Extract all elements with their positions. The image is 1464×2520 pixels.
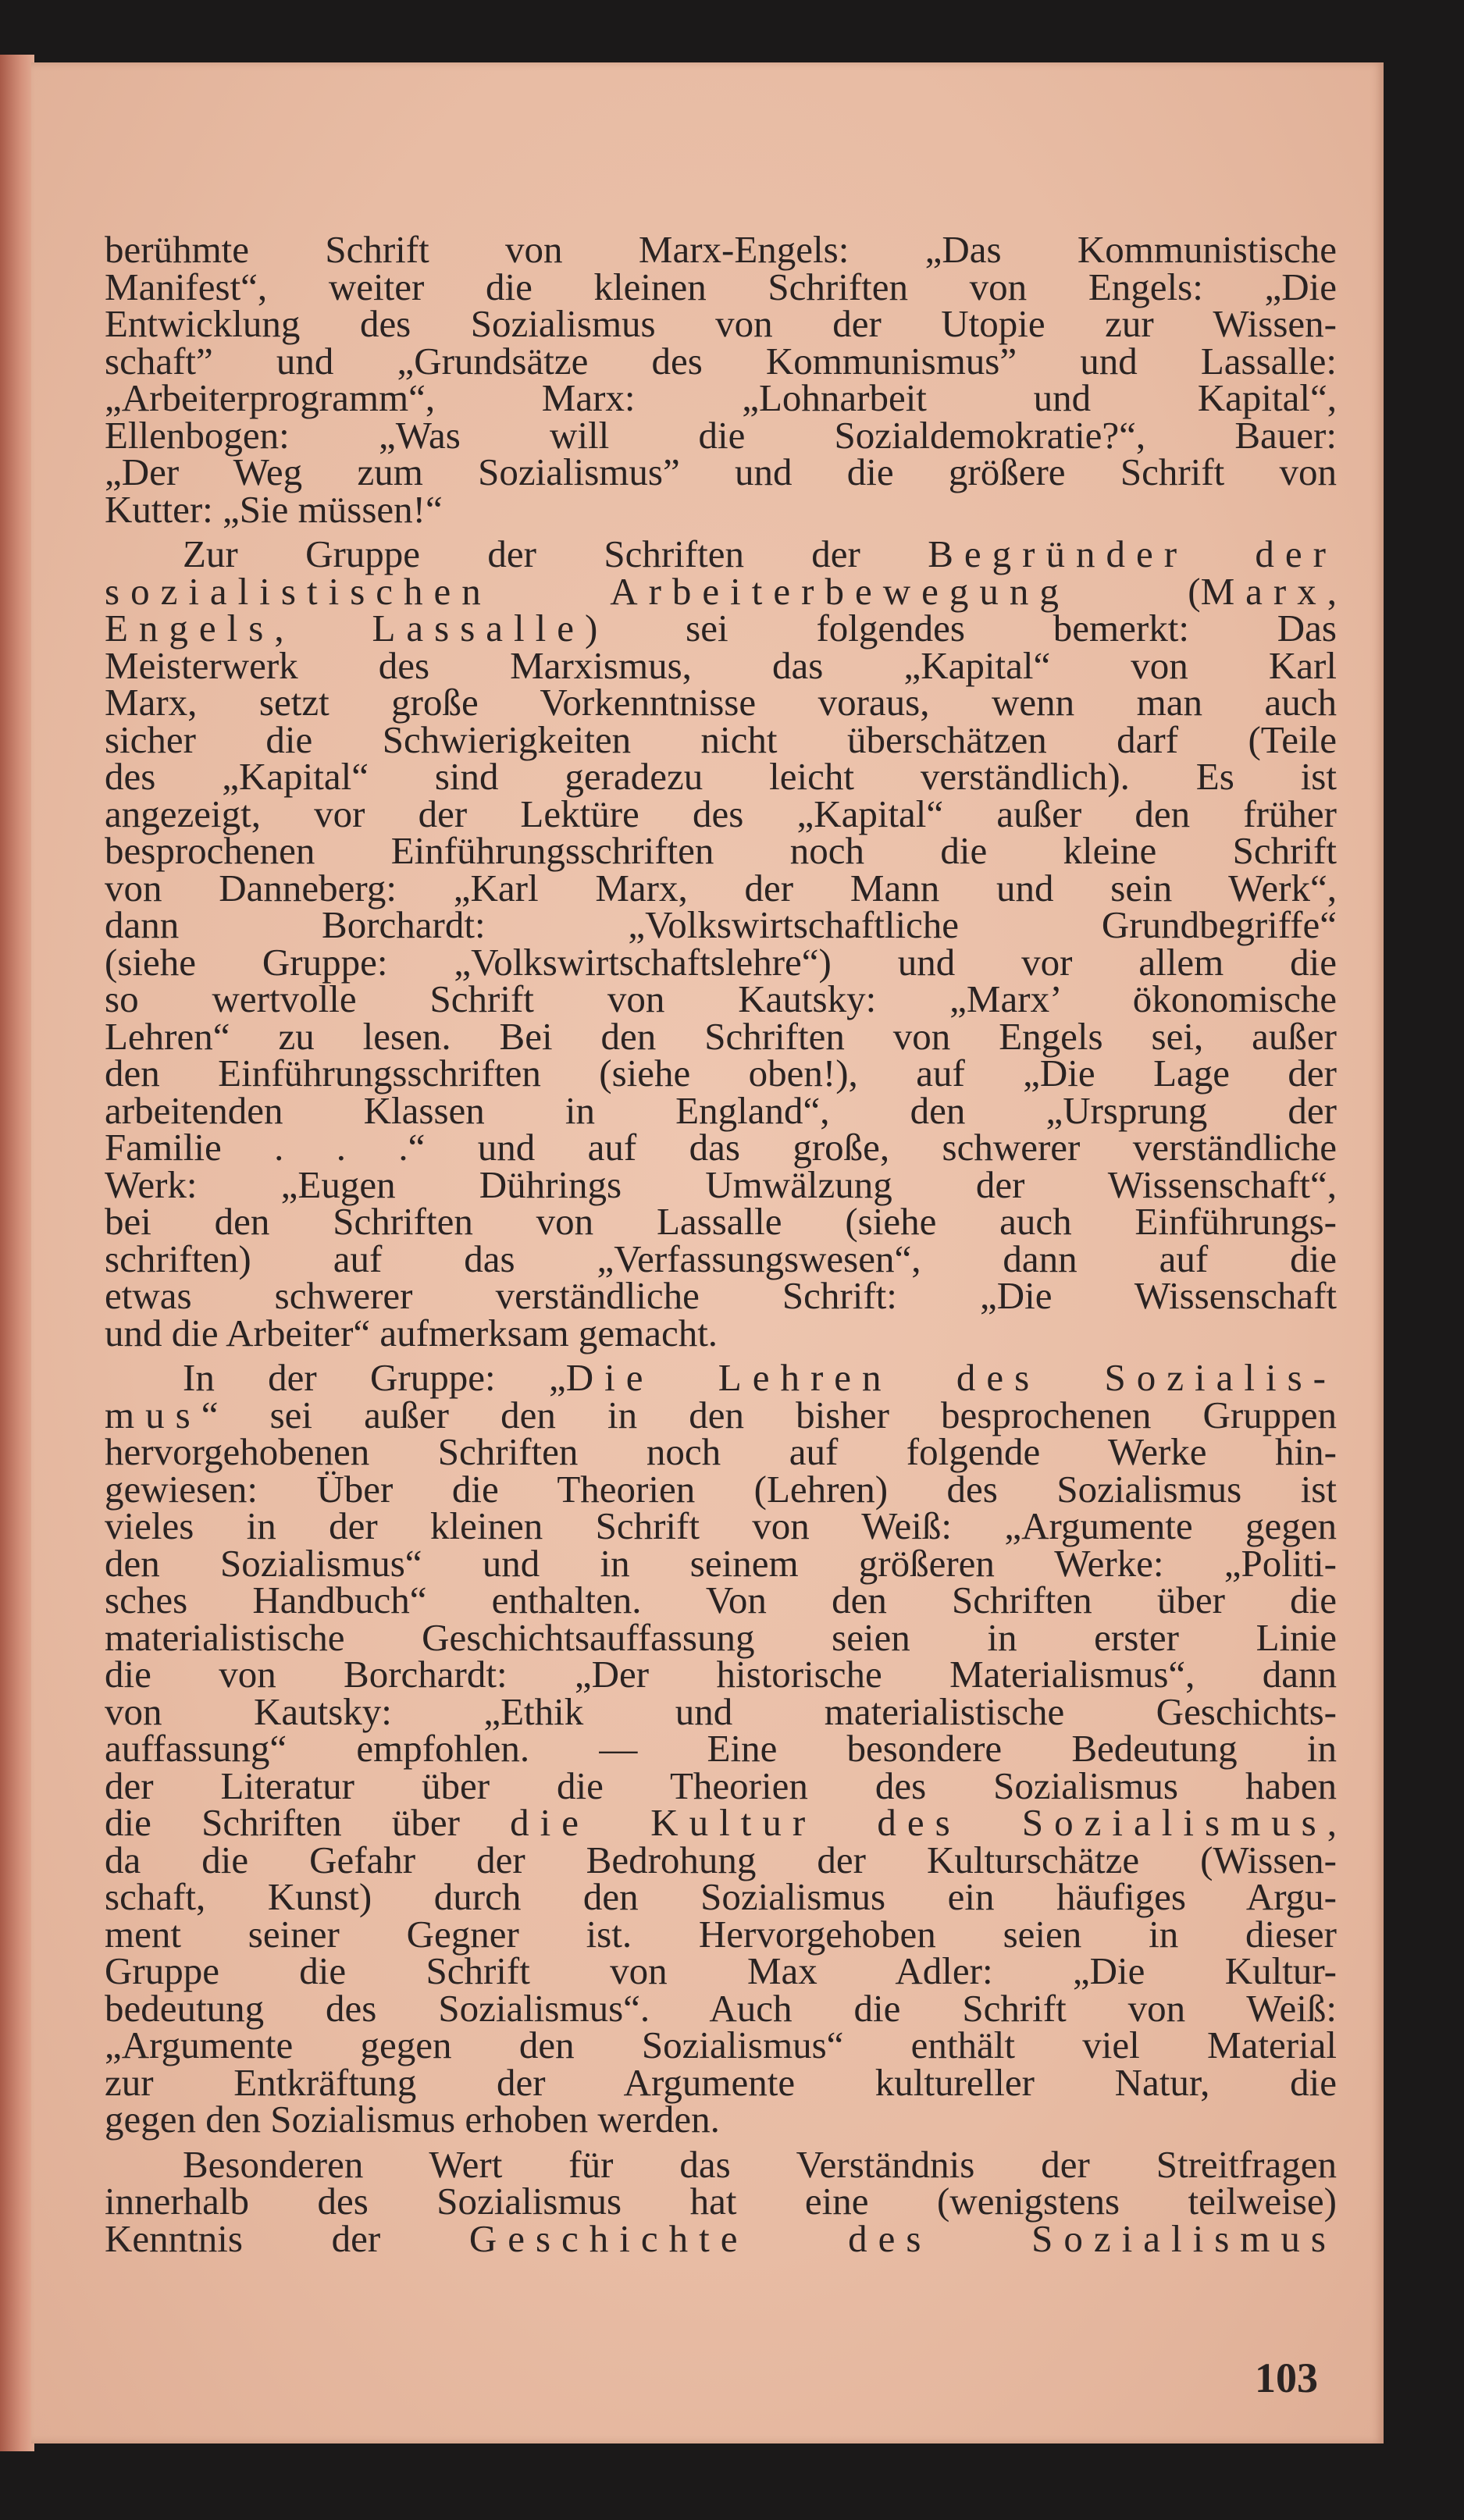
book-page (31, 62, 1384, 2443)
text-line: bei den Schriften von Lassalle (siehe auch Einführungs- (105, 1200, 1337, 1243)
paragraph (105, 2142, 1337, 2260)
book-spine-edge (0, 55, 34, 2451)
text-segment: ( (1069, 569, 1201, 613)
text-segment: In der Gruppe: „ (183, 1356, 566, 1399)
text-line: berühmte Schrift von Marx-Engels: „Das Kommunistische (105, 228, 1337, 271)
text-line: den Sozialismus“ und in seinem größeren Werke: „Politi- (105, 1541, 1337, 1585)
text-segment: , (1327, 1801, 1337, 1844)
text-line: etwas schwerer verständliche Schrift: „Die Wissenschaft (105, 1274, 1337, 1317)
text-line: Werk: „Eugen Dührings Umwälzung der Wissenschaft“, (105, 1162, 1337, 1206)
spaced-emphasis: der (1255, 532, 1337, 575)
text-line (105, 1393, 1337, 1436)
text-line: bedeutung des Sozialismus“. Auch die Schrift von Weiß: (105, 1986, 1337, 2030)
text-line: Meisterwerk des Marxismus, das „Kapital“ von Karl (105, 643, 1337, 687)
text-line: der Literatur über die Theorien des Sozialismus haben (105, 1764, 1337, 1807)
text-line: auffassung“ empfohlen. — Eine besondere Bedeutung in (105, 1727, 1337, 1770)
text-line: schaft” und „Grundsätze des Kommunismus” und Lassalle: (105, 339, 1337, 383)
spaced-emphasis: Begründer (928, 532, 1188, 575)
text-line: Kutter: „Sie müssen!“ (105, 487, 443, 531)
body-text (105, 228, 1337, 2265)
text-segment: Kenntnis der (105, 2216, 469, 2260)
text-line: von Kautsky: „Ethik und materialistische Geschichts- (105, 1689, 1337, 1733)
text-line: „Der Weg zum Sozialismus” und die größere Schrift von (105, 450, 1337, 493)
text-line: und die Arbeiter“ aufmerksam gemacht. (105, 1311, 718, 1354)
spaced-emphasis: Die Lehren des Sozialis- (565, 1356, 1337, 1399)
text-line: von Danneberg: „Karl Marx, der Mann und sein Werk“, (105, 866, 1337, 909)
text-line: dann Borchardt: „Volkswirtschaftliche Grundbegriffe“ (105, 903, 1337, 946)
text-line: angezeigt, vor der Lektüre des „Kapital“ außer den früher (105, 792, 1337, 835)
text-line: des „Kapital“ sind geradezu leicht verständlich). Es ist (105, 755, 1337, 798)
spaced-emphasis: Lassalle (372, 607, 586, 650)
spaced-emphasis: die Kultur des Sozialismus (510, 1801, 1327, 1844)
text-line: Marx, setzt große Vorkenntnisse voraus, wenn man auch (105, 681, 1337, 724)
text-line: Familie . . .“ und auf das große, schwerer verständliche (105, 1126, 1337, 1169)
text-line: Gruppe die Schrift von Max Adler: „Die Kultur- (105, 1949, 1337, 1992)
spaced-emphasis: Arbeiterbewegung (610, 569, 1070, 613)
text-line: besprochenen Einführungsschriften noch die kleine Schrift (105, 829, 1337, 872)
text-segment: ) sei folgendes bemerkt: Das (585, 607, 1337, 650)
text-line: die von Borchardt: „Der historische Materialismus“, dann (105, 1653, 1337, 1696)
text-segment: Zur Gruppe der Schriften der (183, 532, 928, 575)
text-line: (siehe Gruppe: „Volkswirtschaftslehre“) und vor allem die (105, 940, 1337, 984)
text-line: innerhalb des Sozialismus hat eine (wenigstens teilweise) (105, 2180, 1337, 2223)
paragraph (105, 532, 1337, 1354)
text-line: schriften) auf das „Verfassungswesen“, dann auf die (105, 1237, 1337, 1280)
text-line: den Einführungsschriften (siehe oben!), auf „Die Lage der (105, 1052, 1337, 1094)
text-line: Ellenbogen: „Was will die Sozialdemokratie?“, Bauer: (105, 413, 1337, 457)
spaced-emphasis: Engels (105, 607, 275, 650)
text-segment: die Schriften über (105, 1801, 511, 1844)
page-number: 103 (1255, 2354, 1318, 2401)
text-segment: , (274, 607, 372, 650)
text-line: da die Gefahr der Bedrohung der Kulturschätze (Wissen- (105, 1838, 1337, 1881)
text-line: gewiesen: Über die Theorien (Lehren) des Sozialismus ist (105, 1467, 1337, 1511)
text-line: gegen den Sozialismus erhoben werden. (105, 2098, 720, 2141)
text-segment: “ sei außer den in den bisher besprochenen Gruppen (201, 1393, 1337, 1436)
spaced-emphasis: Geschichte des Sozialismus (468, 2216, 1337, 2260)
text-line: ment seiner Gegner ist. Hervorgehoben seien in dieser (105, 1912, 1337, 1956)
text-line (105, 2216, 1337, 2260)
text-line (105, 1801, 1337, 1844)
text-segment: , (1327, 569, 1337, 613)
text-line: sicher die Schwierigkeiten nicht überschätzen darf (Teile (105, 717, 1337, 761)
text-line (105, 607, 1337, 650)
spaced-emphasis: sozialistischen (105, 569, 492, 613)
text-line: hervorgehobenen Schriften noch auf folgende Werke hin- (105, 1430, 1337, 1473)
text-line (105, 1356, 1337, 1399)
text-line (105, 532, 1337, 575)
text-line: Lehren“ zu lesen. Bei den Schriften von Engels sei, außer (105, 1014, 1337, 1058)
spaced-emphasis: Marx (1200, 569, 1327, 613)
paragraph (105, 228, 1337, 531)
paragraph (105, 1356, 1337, 2141)
text-line: Manifest“, weiter die kleinen Schriften von Engels: „Die (105, 265, 1337, 308)
text-line (105, 569, 1337, 613)
text-line: materialistische Geschichtsauffassung seien in erster Linie (105, 1615, 1337, 1659)
text-line: Entwicklung des Sozialismus von der Utopie zur Wissen- (105, 302, 1337, 345)
text-line: so wertvolle Schrift von Kautsky: „Marx’ ökonomische (105, 977, 1337, 1020)
text-line: „Arbeiterprogramm“, Marx: „Lohnarbeit und Kapital“, (105, 376, 1337, 419)
text-line: vieles in der kleinen Schrift von Weiß: „Argumente gegen (105, 1504, 1337, 1547)
text-line: arbeitenden Klassen in England“, den „Ursprung der (105, 1088, 1337, 1132)
text-line: Besonderen Wert für das Verständnis der Streitfragen (183, 2142, 1337, 2186)
text-line: sches Handbuch“ enthalten. Von den Schriften über die (105, 1579, 1337, 1621)
text-line: „Argumente gegen den Sozialismus“ enthält viel Material (105, 2023, 1337, 2066)
text-line: zur Entkräftung der Argumente kultureller Natur, die (105, 2060, 1337, 2104)
text-line: schaft, Kunst) durch den Sozialismus ein häufiges Argu- (105, 1875, 1337, 1918)
spaced-emphasis: mus (105, 1393, 201, 1436)
